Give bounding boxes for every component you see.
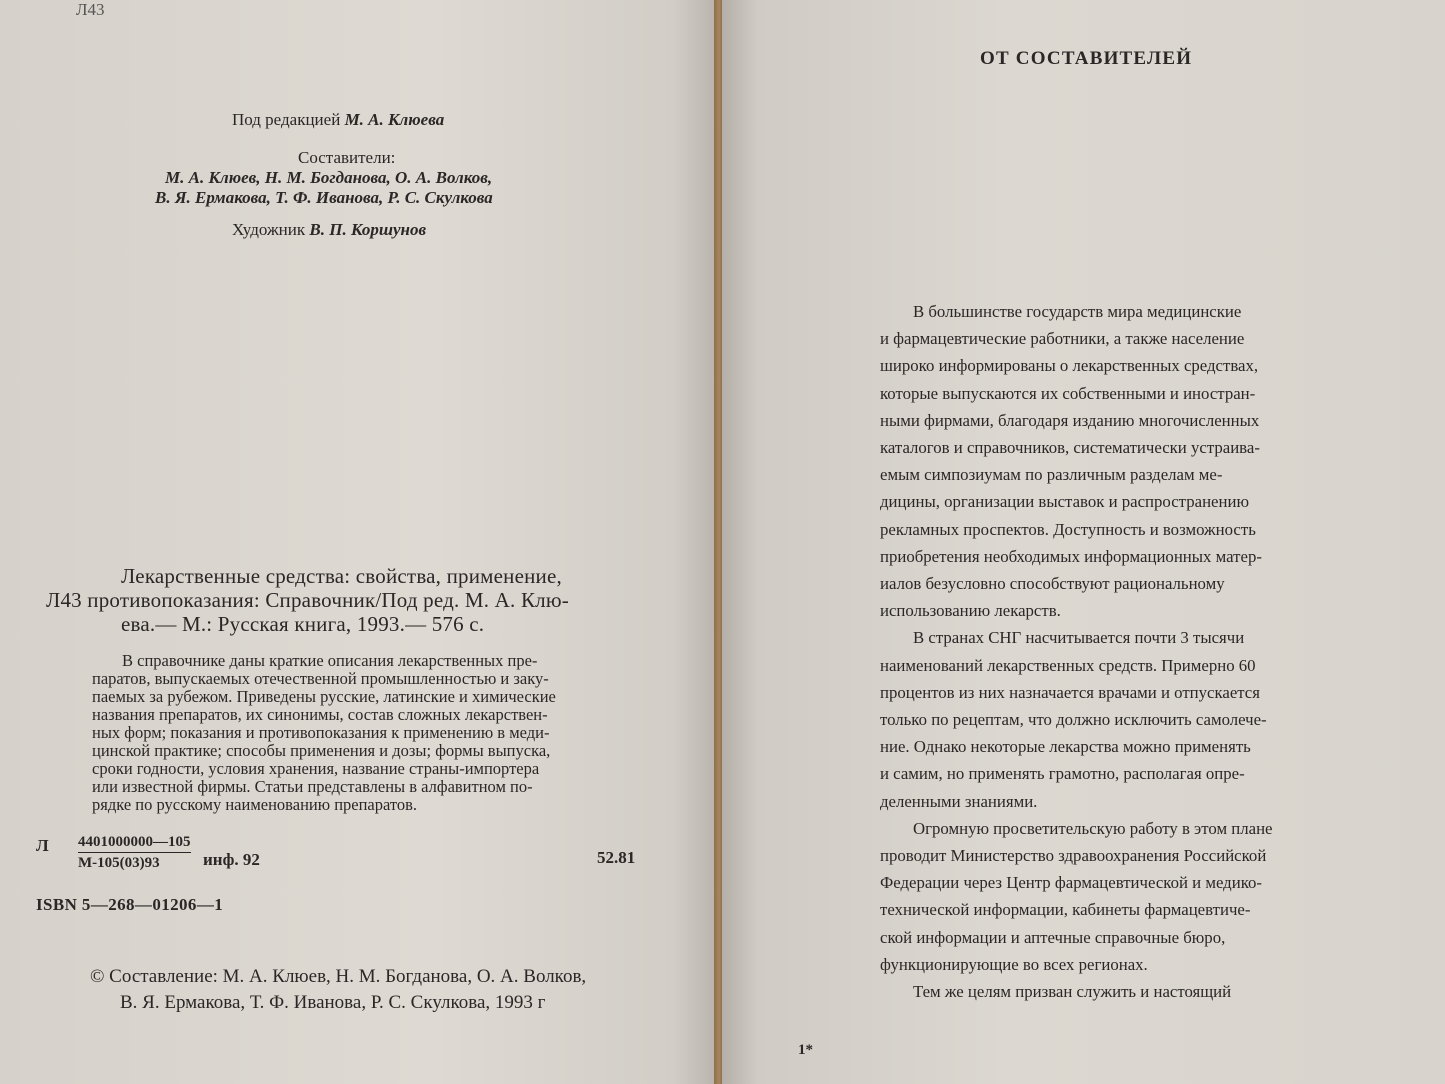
preface-line: дицины, организации выставок и распространению <box>880 492 1249 512</box>
preface-line: наименований лекарственных средств. Примерно 60 <box>880 655 1256 675</box>
preface-line: приобретения необходимых информационных матер- <box>880 546 1262 566</box>
left-page <box>0 0 716 1084</box>
compilers-label: Составители: <box>298 148 396 167</box>
preface-line: только по рецептам, что должно исключить самолече- <box>880 710 1267 730</box>
annotation-line: цинской практике; способы применения и дозы; формы выпуска, <box>92 741 551 760</box>
preface-line: В странах СНГ насчитывается почти 3 тысячи <box>913 628 1245 648</box>
preface-line: проводит Министерство здравоохранения Российской <box>880 846 1267 866</box>
preface-line: и самим, но применять грамотно, располагая опре- <box>880 764 1245 784</box>
annotation <box>92 652 645 814</box>
bibliographic-line-1: Лекарственные средства: свойства, применение, <box>121 564 562 588</box>
preface-line: ными фирмами, благодаря изданию многочисленных <box>880 410 1260 430</box>
preface-line: функционирующие во всех регионах. <box>880 954 1148 974</box>
preface-line: широко информированы о лекарственных средствах, <box>880 356 1259 376</box>
classification-letter: Л <box>36 836 49 855</box>
preface-line: рекламных проспектов. Доступность и возможность <box>880 519 1256 539</box>
preface-line: использованию лекарств. <box>880 601 1061 621</box>
copyright-line-2: В. Я. Ермакова, Т. Ф. Иванова, Р. С. Скулкова, 1993 г <box>120 992 546 1013</box>
preface-line: каталогов и справочников, систематически устраива- <box>880 438 1260 458</box>
preface-line: технической информации, кабинеты фармацевтиче- <box>880 900 1251 920</box>
preface-line: В большинстве государств мира медицинские <box>913 302 1242 321</box>
editor-line <box>232 110 444 130</box>
preface-line: ской информации и аптечные справочные бюро, <box>880 927 1226 947</box>
compilers-line-2: В. Я. Ермакова, Т. Ф. Иванова, Р. С. Скулкова <box>155 188 493 207</box>
preface-line: Федерации через Центр фармацевтической и медико- <box>880 873 1262 893</box>
preface-line: Огромную просветительскую работу в этом плане <box>913 818 1273 838</box>
annotation-line: названия препаратов, их синонимы, состав сложных лекарствен- <box>92 705 548 724</box>
classification-fraction <box>78 834 191 872</box>
artist-name: В. П. Коршунов <box>309 220 427 239</box>
editor-prefix: Под редакцией <box>232 110 341 129</box>
preface-line: Тем же целям призван служить и настоящий <box>913 982 1232 1002</box>
preface-line: процентов из них назначается врачами и отпускается <box>880 682 1260 702</box>
annotation-line: ных форм; показания и противопоказания к применению в меди- <box>92 723 550 742</box>
artist-prefix: Художник <box>232 220 306 239</box>
preface-line: емым симпозиумам по различным разделам ме- <box>880 465 1223 485</box>
classification-info: инф. 92 <box>203 850 260 869</box>
preface-line: ние. Однако некоторые лекарства можно применять <box>880 737 1251 757</box>
preface-line: которые выпускаются их собственными и иностран- <box>880 383 1256 403</box>
annotation-line: или известной фирмы. Статьи представлены в алфавитном по- <box>92 777 533 796</box>
classification-numerator: 4401000000—105 <box>78 834 191 853</box>
artist-line <box>232 220 426 240</box>
bibliographic-line-3: ева.— М.: Русская книга, 1993.— 576 с. <box>121 612 485 636</box>
annotation-line: паратов, выпускаемых отечественной промышленностью и заку- <box>92 669 549 688</box>
preface-text <box>880 298 1330 1005</box>
compilers-line-1: М. А. Клюев, Н. М. Богданова, О. А. Волков, <box>165 168 493 187</box>
classification-denominator: М-105(03)93 <box>78 855 160 871</box>
price-code: 52.81 <box>597 848 636 867</box>
annotation-line: паемых за рубежом. Приведены русские, латинские и химические <box>92 687 556 706</box>
annotation-line: сроки годности, условия хранения, название страны-импортера <box>92 759 540 778</box>
copyright-line-1: © Составление: М. А. Клюев, Н. М. Богданова, О. А. Волков, <box>90 966 587 987</box>
preface-line: иалов безусловно способствуют рациональному <box>880 574 1225 594</box>
preface-line: и фармацевтические работники, а также население <box>880 329 1245 349</box>
annotation-line: рядке по русскому наименованию препаратов. <box>92 795 418 814</box>
library-code-top: Л43 <box>76 0 105 19</box>
folio-mark: 1* <box>798 1042 813 1058</box>
annotation-line: В справочнике даны краткие описания лекарственных пре- <box>122 651 538 670</box>
preface-line: деленными знаниями. <box>880 791 1038 811</box>
section-heading: ОТ СОСТАВИТЕЛЕЙ <box>980 48 1193 69</box>
isbn: ISBN 5—268—01206—1 <box>36 895 224 914</box>
editor-name: М. А. Клюева <box>344 110 445 129</box>
bibliographic-line-2: Л43 противопоказания: Справочник/Под ред. М. А. Клю- <box>46 588 569 612</box>
